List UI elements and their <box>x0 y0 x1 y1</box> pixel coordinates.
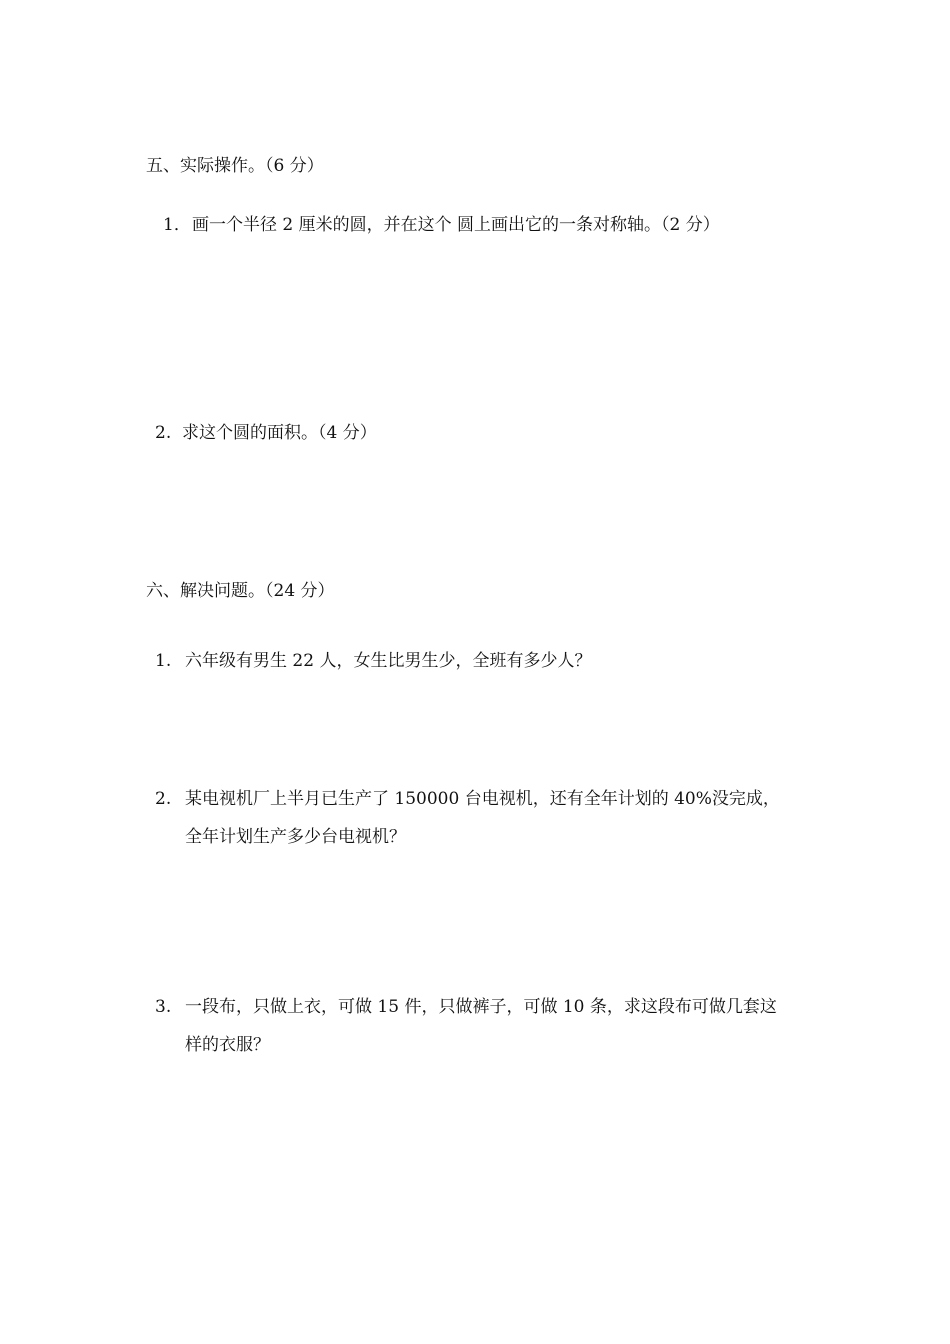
question-text-line: 一段布，只做上衣，可做 15 件，只做裤子，可做 10 条，求这段布可做几套这 <box>185 997 777 1017</box>
question-text: 六年级有男生 22 人，女生比男生少，全班有多少人？ <box>185 651 592 671</box>
question-text-line: 全年计划生产多少台电视机？ <box>185 827 406 847</box>
question-number: 2. <box>155 423 172 443</box>
question-number: 3. <box>155 997 172 1017</box>
question-text: 画一个半径 2 厘米的圆，并在这个 圆上画出它的一条对称轴。（2 分） <box>192 215 720 235</box>
section-6-title: 六、解决问题。（24 分） <box>146 581 335 601</box>
question-text: 求这个圆的面积。（4 分） <box>182 423 377 443</box>
question-number: 1． <box>163 215 191 235</box>
question-number: 2. <box>155 789 172 809</box>
question-number: 1. <box>155 651 172 671</box>
section-5-title: 五、实际操作。（6 分） <box>146 156 324 176</box>
question-text-line: 某电视机厂上半月已生产了 150000 台电视机，还有全年计划的 40%没完成， <box>185 789 780 809</box>
question-text-line: 样的衣服？ <box>185 1035 270 1055</box>
